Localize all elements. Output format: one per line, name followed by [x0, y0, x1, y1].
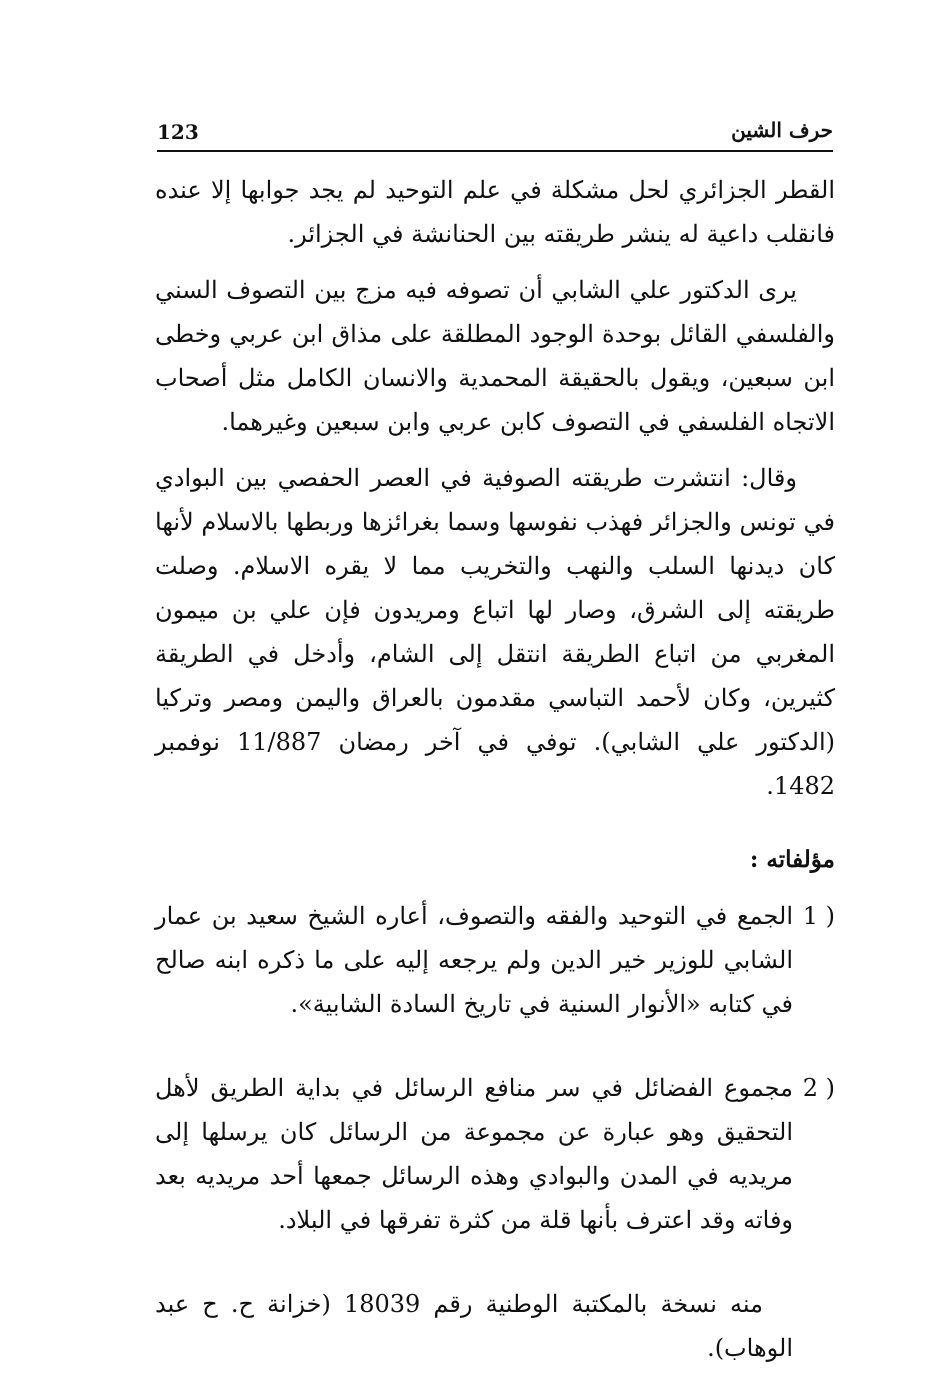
page-header	[157, 118, 833, 152]
paragraph-2: يرى الدكتور علي الشابي أن تصوفه فيه مزج بين التصوف السني والفلسفي القائل بوحدة الوجود المطلقة على مذاق ابن عربي وخطى ابن سبعين، ويقول بالحقيقة المحمدية والانسان الكامل مثل أصحاب الاتجاه الفلسفي في التصوف كابن عربي وابن سبعين وغيرهما.	[155, 276, 835, 436]
work-item-text: مجموع الفضائل في سر منافع الرسائل في بداية الطريق لأهل التحقيق وهو عبارة عن مجموعة من الرسائل كان يرسلها إلى مريديه في المدن والبوادي وهذه الرسائل جمعها أحد مريديه بعد وفاته وقد اعترف بأنها قلة من كثرة تفرقها في البلاد.	[155, 1074, 793, 1234]
work-item-number: 2 )	[802, 1074, 835, 1102]
works-heading: مؤلفاته :	[749, 846, 835, 873]
running-title: حرف الشين	[731, 118, 833, 142]
manuscript-note: منه نسخة بالمكتبة الوطنية رقم 18039 (خزانة ح. ح عبد الوهاب).	[155, 1290, 793, 1362]
paragraph-1: القطر الجزائري لحل مشكلة في علم التوحيد لم يجد جوابها إلا عنده فانقلب داعية له ينشر طريقته بين الحنانشة في الجزائر.	[155, 176, 835, 248]
work-item-number: 1 )	[802, 902, 835, 930]
work-item-text: الجمع في التوحيد والفقه والتصوف، أعاره الشيخ سعيد بن عمار الشابي للوزير خير الدين ولم يرجعه إليه على ما ذكره ابنه صالح في كتابه «الأنوار السنية في تاريخ السادة الشابية».	[155, 902, 793, 1018]
page-body	[155, 168, 835, 1370]
work-item-2	[155, 1066, 835, 1242]
work-item-1	[155, 894, 835, 1026]
page-number: 123	[157, 120, 199, 144]
paragraph-3: وقال: انتشرت طريقته الصوفية في العصر الحفصي بين البوادي في تونس والجزائر فهذب نفوسها وسما بغرائزها وربطها بالاسلام لأنها كان ديدنها السلب والنهب والتخريب مما لا يقره الاسلام. وصلت طريقته إلى الشرق، وصار لها اتباع ومريدون فإن علي بن ميمون المغربي من اتباع الطريقة انتقل إلى الشام، وأدخل في الطريقة كثيرين، وكان لأحمد التباسي مقدمون بالعراق واليمن ومصر وتركيا (الدكتور علي الشابي). توفي في آخر رمضان 11/887 نوفمبر 1482.	[155, 464, 835, 800]
